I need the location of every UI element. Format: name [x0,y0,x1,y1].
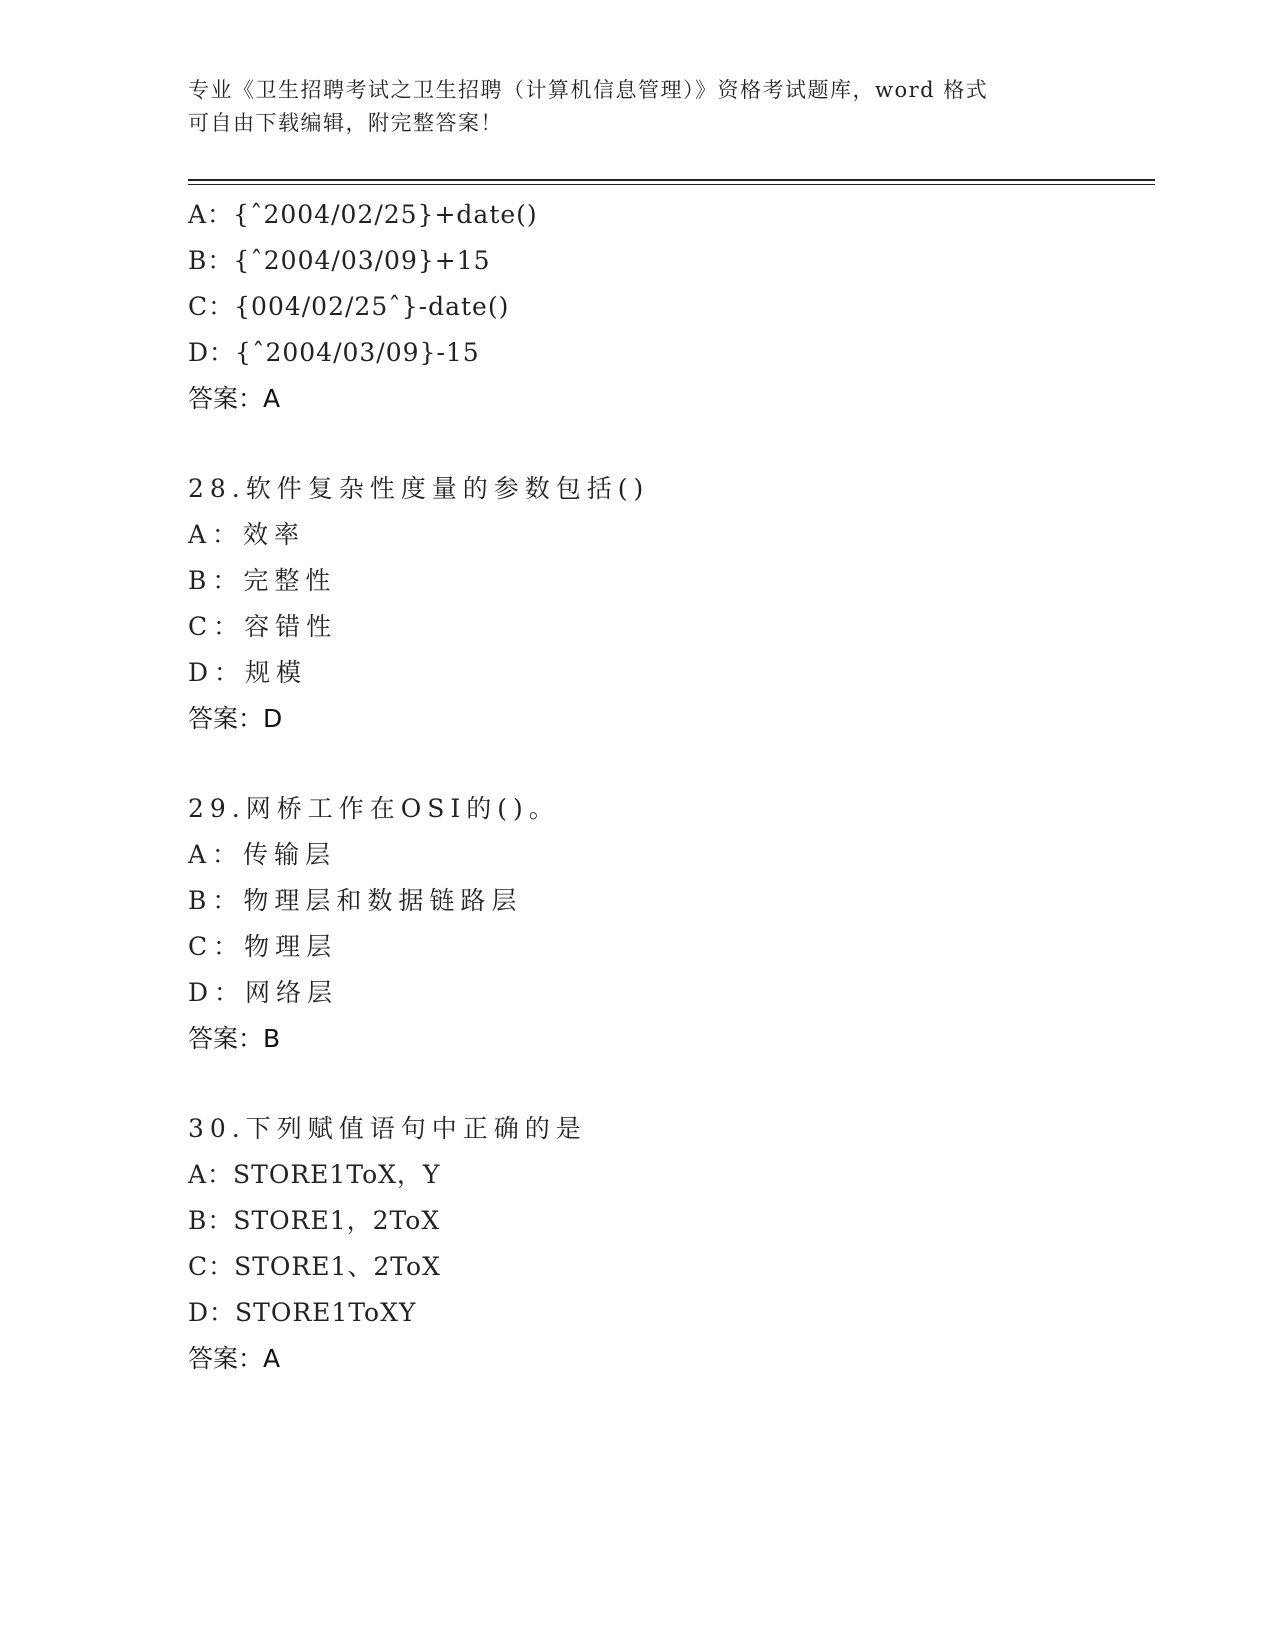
question-29 [188,786,1148,1062]
question-28 [188,466,1148,742]
header-rule-thin [188,184,1155,185]
option-d: D：{ˆ2004/03/09}-15 [188,338,480,367]
answer: 答案：B [188,1024,281,1053]
option-a: A：传输层 [188,840,337,869]
question-27 [188,192,1148,422]
option-b: B：物理层和数据链路层 [188,886,523,915]
header-line-2: 可自由下载编辑，附完整答案！ [188,111,503,135]
option-b: B：STORE1，2ToX [188,1206,441,1235]
option-c: C：{004/02/25ˆ}-date() [188,292,510,321]
spacer [188,742,1148,786]
question-30 [188,1106,1148,1382]
option-c: C：容错性 [188,612,338,641]
answer: 答案：A [188,384,281,413]
option-d: D：STORE1ToXY [188,1298,417,1327]
spacer [188,422,1148,466]
question-text: 29.网桥工作在OSI的()。 [188,794,560,823]
option-d: D：规模 [188,658,308,687]
spacer [188,1062,1148,1106]
header-rule-thick [188,179,1155,181]
option-c: C：物理层 [188,932,338,961]
option-a: A：{ˆ2004/02/25}+date() [188,200,538,229]
option-b: B：{ˆ2004/03/09}+15 [188,246,491,275]
option-a: A：STORE1ToX，Y [188,1160,441,1189]
document-header [188,74,1088,140]
option-c: C：STORE1、2ToX [188,1252,441,1281]
answer: 答案：A [188,1344,281,1373]
question-list [188,192,1148,1382]
option-d: D：网络层 [188,978,339,1007]
question-text: 30.下列赋值语句中正确的是 [188,1114,587,1143]
option-a: A：效率 [188,520,306,549]
answer: 答案：D [188,704,283,733]
header-line-1: 专业《卫生招聘考试之卫生招聘（计算机信息管理）》资格考试题库，word 格式 [188,78,989,102]
option-b: B：完整性 [188,566,337,595]
question-text: 28.软件复杂性度量的参数包括() [188,474,650,503]
